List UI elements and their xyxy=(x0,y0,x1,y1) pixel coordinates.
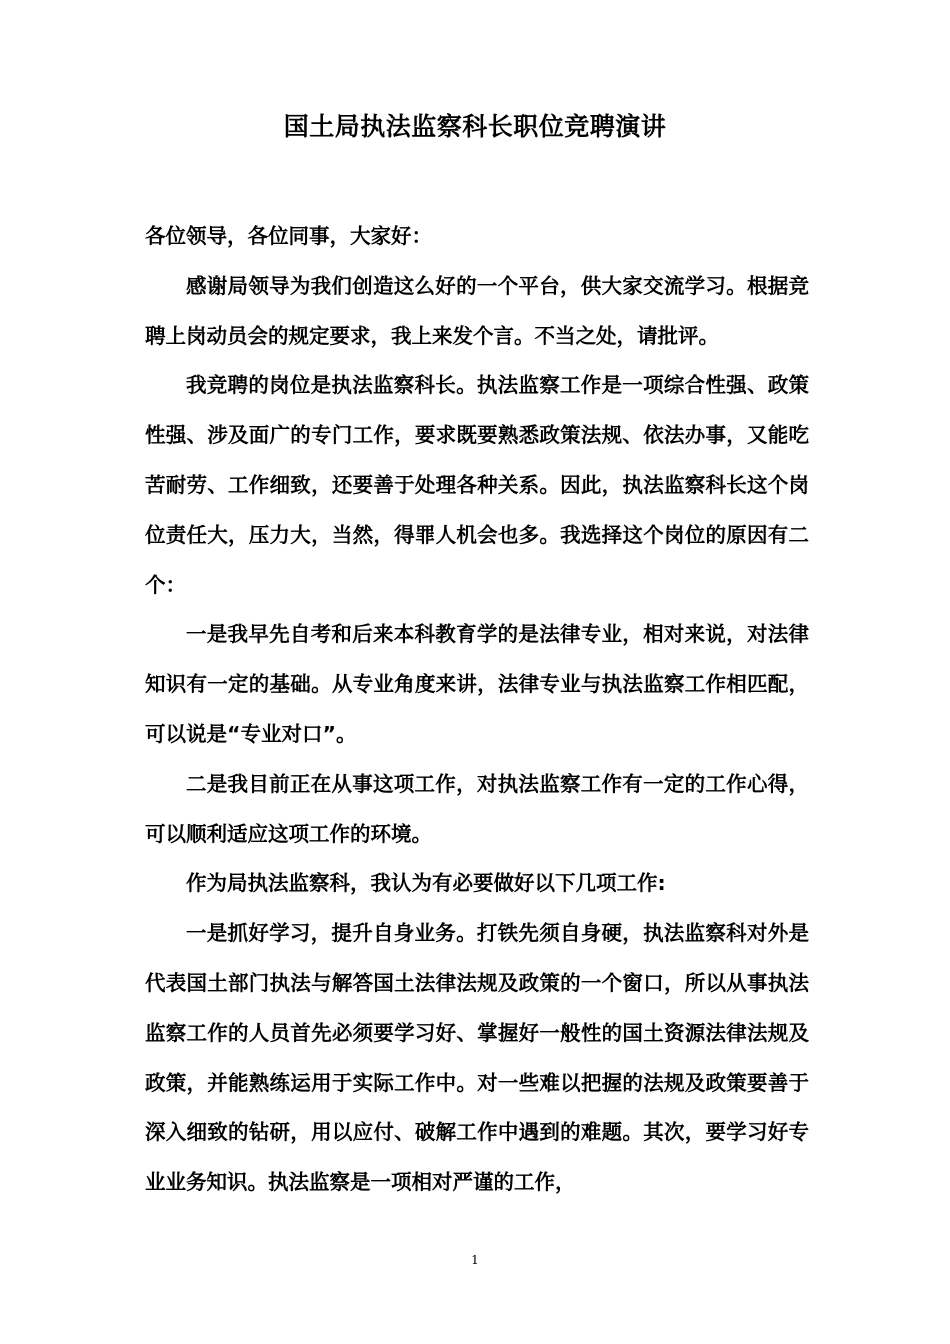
body-paragraph: 二是我目前正在从事这项工作，对执法监察工作有一定的工作心得，可以顺利适应这项工作的环境。 xyxy=(145,771,809,846)
body-paragraph: 感谢局领导为我们创造这么好的一个平台，供大家交流学习。根据竞聘上岗动员会的规定要求，我上来发个言。不当之处，请批评。 xyxy=(145,273,809,348)
document-title: 国土局执法监察科长职位竞聘演讲 xyxy=(283,112,667,141)
document-body xyxy=(145,212,809,1208)
page-number: 1 xyxy=(471,1253,479,1267)
greeting-paragraph: 各位领导，各位同事，大家好： xyxy=(145,224,432,248)
body-paragraph: 一是我早先自考和后来本科教育学的是法律专业，相对来说，对法律知识有一定的基础。从专业角度来讲，法律专业与执法监察工作相匹配，可以说是“专业对口”。 xyxy=(145,622,809,746)
body-paragraph: 我竞聘的岗位是执法监察科长。执法监察工作是一项综合性强、政策性强、涉及面广的专门工作，要求既要熟悉政策法规、依法办事，又能吃苦耐劳、工作细致，还要善于处理各种关系。因此，执法监察科长这个岗位责任大，压力大，当然，得罪人机会也多。我选择这个岗位的原因有二个： xyxy=(145,373,809,597)
body-paragraph: 作为局执法监察科，我认为有必要做好以下几项工作: xyxy=(186,871,666,896)
body-paragraph: 一是抓好学习，提升自身业务。打铁先须自身硬，执法监察科对外是代表国土部门执法与解答国土法律法规及政策的一个窗口，所以从事执法监察工作的人员首先必须要学习好、掌握好一般性的国土资源法律法规及政策，并能熟练运用于实际工作中。对一些难以把握的法规及政策要善于深入细致的钻研，用以应付、破解工作中遇到的难题。其次，要学习好专业业务知识。执法监察是一项相对严谨的工作， xyxy=(145,921,809,1195)
